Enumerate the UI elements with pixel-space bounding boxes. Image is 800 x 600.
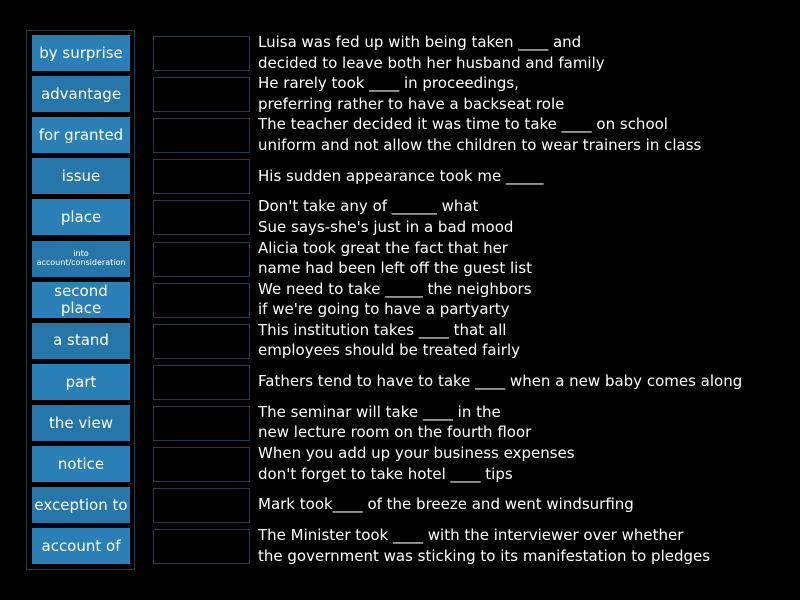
prompt-line: employees should be treated fairly <box>258 341 520 360</box>
prompt-text <box>258 402 798 443</box>
answer-tile[interactable]: advantage <box>32 76 130 112</box>
drop-slot[interactable] <box>153 488 250 523</box>
prompt-text <box>258 32 798 73</box>
prompt-line: When you add up your business expenses <box>258 444 575 462</box>
drop-slot[interactable] <box>153 529 250 564</box>
prompt-line: Sue says-she's just in a bad mood <box>258 217 514 236</box>
answer-tile[interactable]: into account/consideration <box>32 241 130 277</box>
prompt-text <box>258 238 798 279</box>
prompt-text <box>258 196 798 237</box>
prompt-line: Don't take any of ______ what <box>258 197 479 216</box>
prompt-text <box>258 443 798 484</box>
prompt-line: decided to leave both her husband and family <box>258 53 605 72</box>
prompt-line: Alicia took great the fact that her <box>258 238 508 257</box>
prompt-line: Mark took____ of the breeze and went windsurfing <box>258 495 634 514</box>
answer-tile[interactable]: a stand <box>32 323 130 359</box>
answer-tile[interactable]: second place <box>32 282 130 318</box>
drop-slot[interactable] <box>153 324 250 359</box>
prompt-text <box>258 73 798 114</box>
prompt-line: The seminar will take ____ in the <box>258 402 501 421</box>
prompt-line: preferring rather to have a backseat role <box>258 94 565 113</box>
prompt-line: This institution takes ____ that all <box>258 320 507 339</box>
drop-slot[interactable] <box>153 36 250 71</box>
prompt-line: The teacher decided it was time to take ____ on school <box>258 115 668 134</box>
prompt-text <box>258 279 798 320</box>
answer-tile[interactable]: account of <box>32 528 130 564</box>
drop-slot[interactable] <box>153 365 250 400</box>
prompt-line: new lecture room on the fourth floor <box>258 423 532 442</box>
prompt-line: if we're going to have a partyarty <box>258 300 510 319</box>
prompt-line: Fathers tend to have to take ____ when a new baby comes along <box>258 372 743 391</box>
answer-tile[interactable]: for granted <box>32 117 130 153</box>
drop-slot[interactable] <box>153 200 250 235</box>
drop-slot[interactable] <box>153 77 250 112</box>
prompt-line: the government was sticking to its manifestation to pledges <box>258 546 711 565</box>
prompt-line: name had been left off the guest list <box>258 259 533 277</box>
drop-slot[interactable] <box>153 242 250 277</box>
prompt-text <box>258 155 798 196</box>
prompt-line: uniform and not allow the children to wear trainers in class <box>258 135 702 154</box>
prompt-text <box>258 361 798 402</box>
prompt-text <box>258 114 798 155</box>
drop-slot[interactable] <box>153 283 250 318</box>
answer-tile[interactable]: the view <box>32 405 130 441</box>
prompt-text <box>258 320 798 361</box>
answer-tile[interactable]: issue <box>32 158 130 194</box>
prompt-text <box>258 484 798 525</box>
drop-slot[interactable] <box>153 118 250 153</box>
prompt-line: don't forget to take hotel ____ tips <box>258 464 513 483</box>
drop-slot[interactable] <box>153 406 250 441</box>
prompt-line: He rarely took ____ in proceedings, <box>258 74 519 93</box>
prompt-line: The Minister took ____ with the interviewer over whether <box>258 526 684 545</box>
answer-tile[interactable]: exception to <box>32 487 130 523</box>
prompt-line: Luisa was fed up with being taken ____ and <box>258 33 582 51</box>
prompt-line: His sudden appearance took me _____ <box>258 166 544 185</box>
answer-tile[interactable]: by surprise <box>32 35 130 71</box>
answer-tile[interactable]: notice <box>32 446 130 482</box>
prompt-line: We need to take _____ the neighbors <box>258 279 532 298</box>
answer-tile[interactable]: part <box>32 364 130 400</box>
answer-tile[interactable]: place <box>32 199 130 235</box>
drop-slot[interactable] <box>153 447 250 482</box>
drop-slot[interactable] <box>153 159 250 194</box>
prompt-text <box>258 525 798 566</box>
